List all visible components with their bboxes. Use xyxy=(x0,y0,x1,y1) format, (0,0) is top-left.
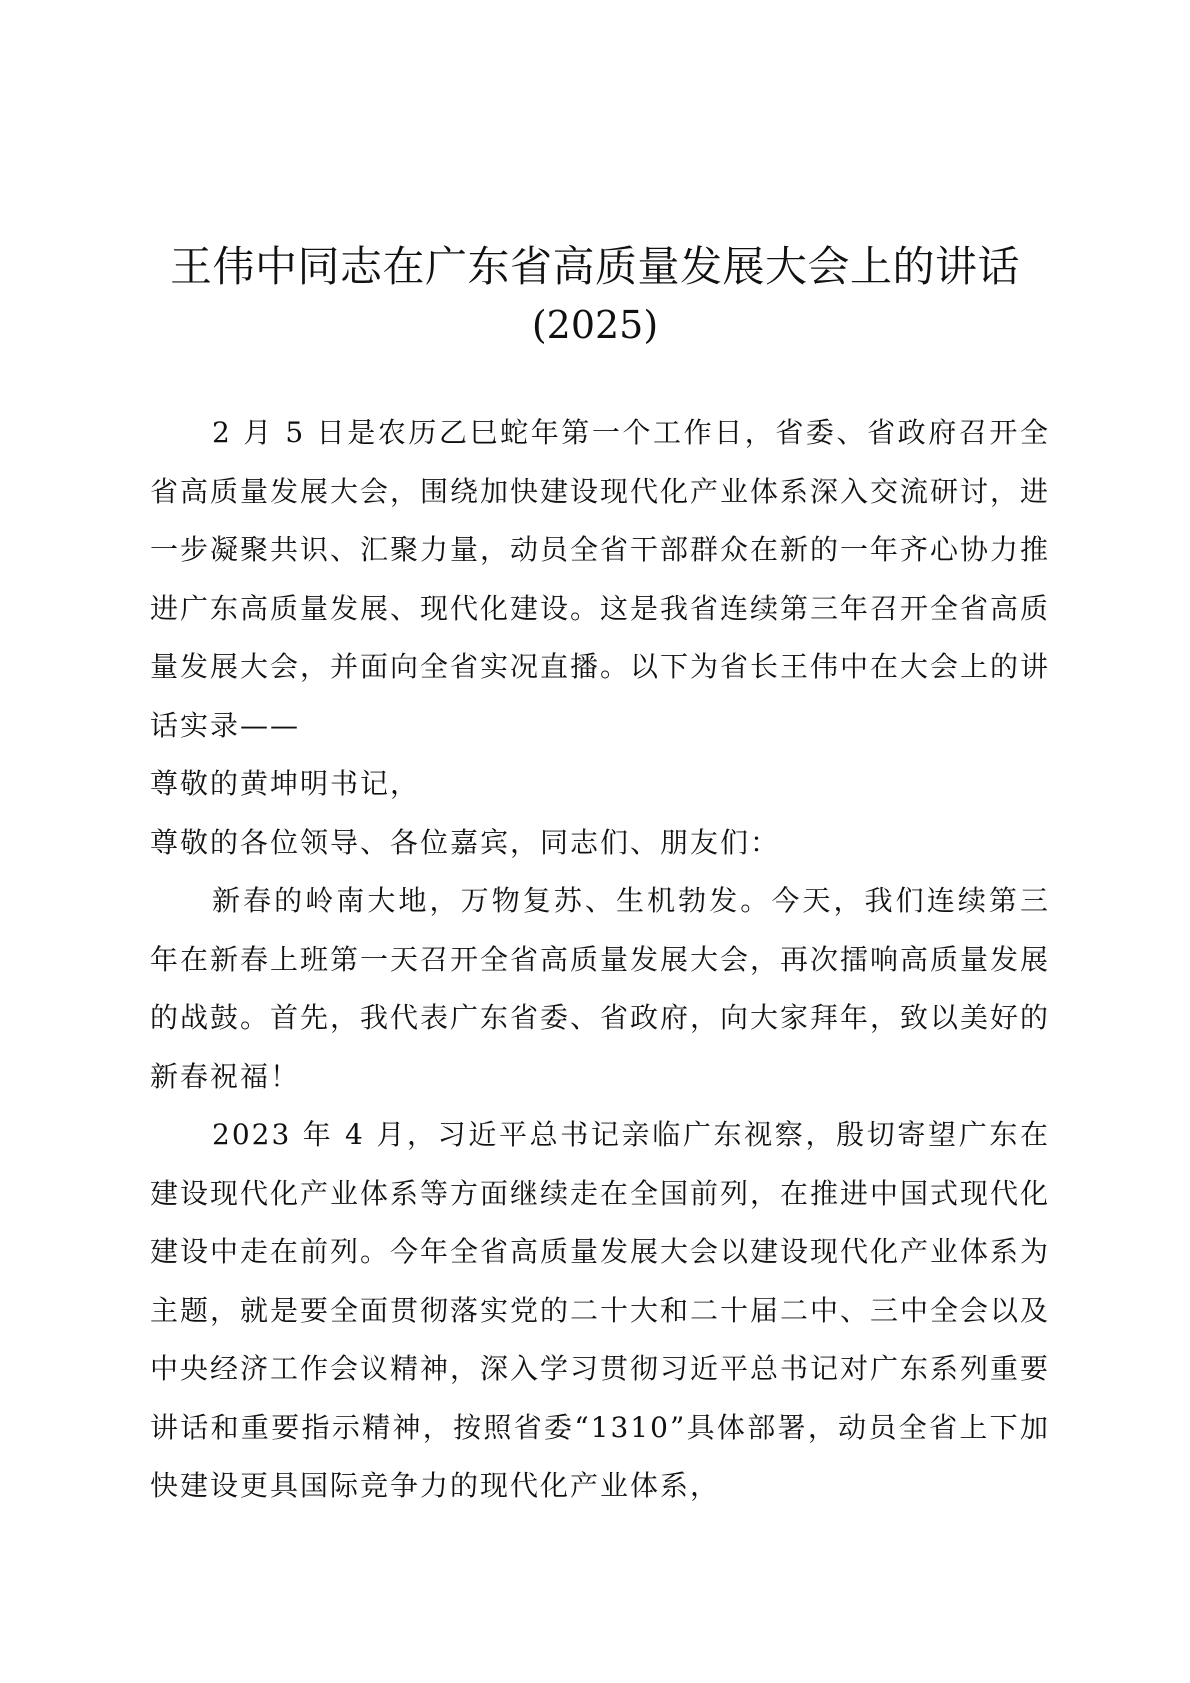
salutation-secretary: 尊敬的黄坤明书记， xyxy=(150,767,421,800)
paragraph-background: 2023 年 4 月，习近平总书记亲临广东视察，殷切寄望广东在建设现代化产业体系等方面继续走在全国前列，在推进中国式现代化建设中走在前列。今年全省高质量发展大会以建设现代化产业体系为主题，就是要全面贯彻落实党的二十大和二十届二中、三中全会以及中央经济工作会议精神，深入学习贯彻习近平总书记对广东系列重要讲话和重要指示精神，按照省委“1310”具体部署，动员全省上下加快建设更具国际竞争力的现代化产业体系， xyxy=(150,1118,1051,1502)
paragraph-greeting: 新春的岭南大地，万物复苏、生机勃发。今天，我们连续第三年在新春上班第一天召开全省高质量发展大会，再次擂响高质量发展的战鼓。首先，我代表广东省委、省政府，向大家拜年，致以美好的新春祝福！ xyxy=(150,884,1051,1093)
paragraph-intro: 2 月 5 日是农历乙巳蛇年第一个工作日，省委、省政府召开全省高质量发展大会，围绕加快建设现代化产业体系深入交流研讨，进一步凝聚共识、汇聚力量，动员全省干部群众在新的一年齐心协力推进广东高质量发展、现代化建设。这是我省连续第三年召开全省高质量发展大会，并面向全省实况直播。以下为省长王伟中在大会上的讲话实录—— xyxy=(150,416,1051,742)
salutation-guests: 尊敬的各位领导、各位嘉宾，同志们、朋友们： xyxy=(150,825,781,859)
document-title: 王伟中同志在广东省高质量发展大会上的讲话 xyxy=(169,242,1020,291)
document-subtitle: (2025) xyxy=(531,303,659,347)
title-block xyxy=(0,238,1190,354)
document-body xyxy=(150,404,1050,1516)
